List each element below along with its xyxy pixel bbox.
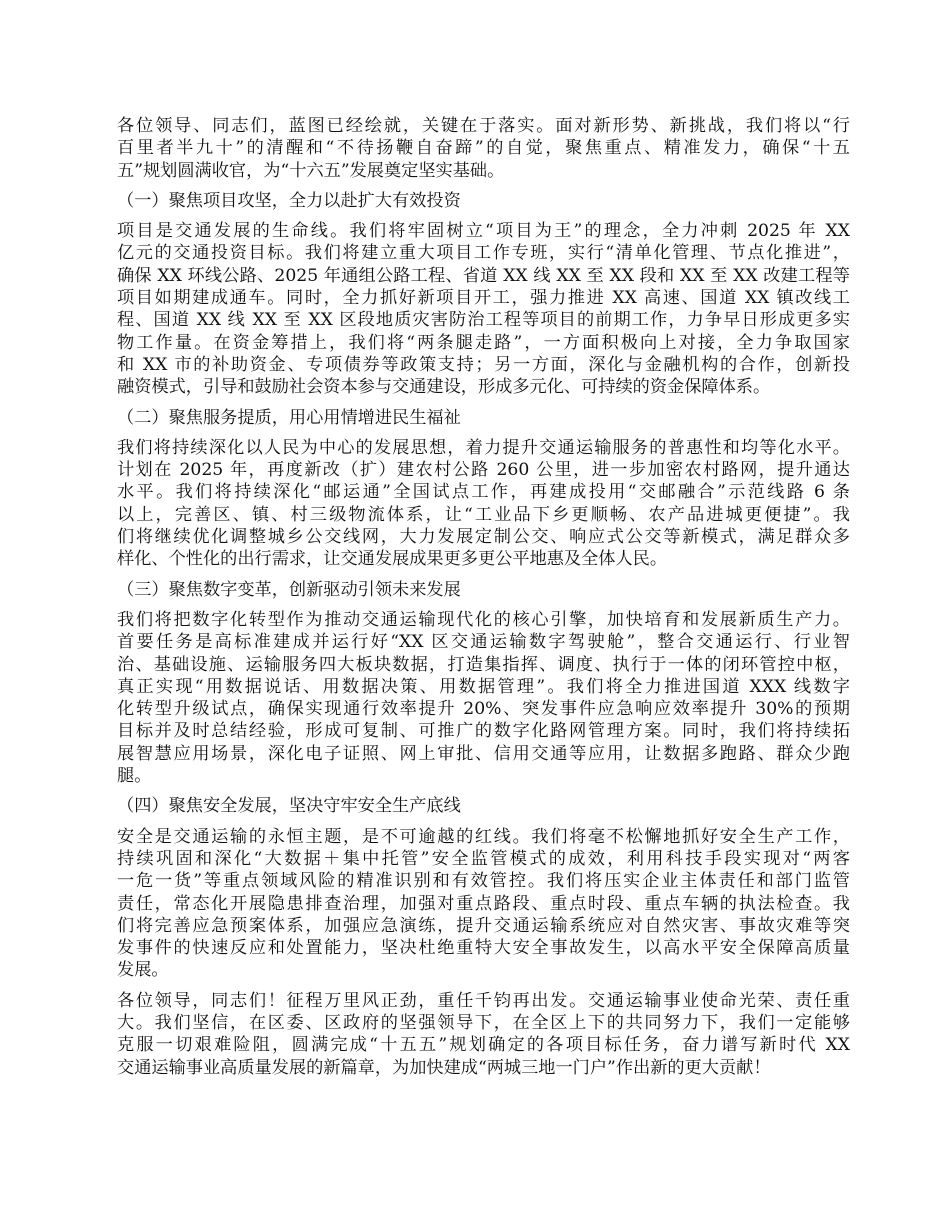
paragraph-line: 项目如期建成通车。同时，全力抓好新项目开工，强力推进 XX 高速、国道 XX 镇改线工 [117,288,850,309]
paragraph-line: 物工作量。在资金筹措上，我们将“两条腿走路”，一方面积极向上对接，全力争取国家 [117,332,850,353]
paragraph-line: 发展。 [117,960,169,981]
paragraph-line: 各位领导，同志们！征程万里风正劲，重任千钧再出发。交通运输事业使命光荣、责任重 [117,990,850,1011]
paragraph-line: 水平。我们将持续深化“邮运通”全国试点工作，再建成投用“交邮融合”示范线路 6 条 [117,482,850,503]
paragraph-line: 亿元的交通投资目标。我们将建立重大项目工作专班，实行“清单化管理、节点化推进”， [117,243,850,264]
paragraph-line: 首要任务是高标准建成并运行好“XX 区交通运输数字驾驶舱”，整合交通运行、行业智 [117,632,850,653]
paragraph-line: 化转型升级试点，确保实现通行效率提升 20%、突发事件应急响应效率提升 30%的预期 [117,699,850,720]
paragraph-line: 样化、个性化的出行需求，让交通发展成果更多更公平地惠及全体人民。 [117,549,668,570]
section-heading [117,795,850,817]
paragraph-line: 们将继续优化调整城乡公交线网，大力发展定制公交、响应式公交等新模式，满足群众多 [117,527,850,548]
paragraph-line: 项目是交通发展的生命线。我们将牢固树立“项目为王”的理念，全力冲刺 2025 年 XX [117,221,850,242]
section-heading [117,190,850,212]
paragraph-line: 五”规划圆满收官，为“十六五”发展奠定坚实基础。 [117,160,505,181]
paragraph-line: 我们将把数字化转型作为推动交通运输现代化的核心引擎，加快培育和发展新质生产力。 [117,609,850,630]
heading-text: （三）聚焦数字变革，创新驱动引领未来发展 [117,579,461,600]
paragraph-line: 以上，完善区、镇、村三级物流体系，让“工业品下乡更顺畅、农产品进城更便捷”。我 [117,504,850,525]
paragraph-line: 融资模式，引导和鼓励社会资本参与交通建设，形成多元化、可持续的资金保障体系。 [117,377,771,398]
paragraph-line: 持续巩固和深化“大数据＋集中托管”安全监管模式的成效，利用科技手段实现对“两客 [117,848,850,869]
paragraph-line: 确保 XX 环线公路、2025 年通组公路工程、省道 XX 线 XX 至 XX 段和 XX 至 XX 改建工程等 [117,265,850,286]
document-body [117,115,850,1087]
heading-text: （二）聚焦服务提质，用心用情增进民生福祉 [117,407,461,428]
paragraph-line: 安全是交通运输的永恒主题，是不可逾越的红线。我们将毫不松懈地抓好安全生产工作， [117,826,850,847]
body-paragraph [117,437,850,571]
body-paragraph [117,115,850,182]
paragraph-line: 真正实现“用数据说话、用数据决策、用数据管理”。我们将全力推进国道 XXX 线数字 [117,676,850,697]
body-paragraph [117,220,850,398]
section-heading [117,407,850,429]
paragraph-line: 程、国道 XX 线 XX 至 XX 区段地质灾害防治工程等项目的前期工作，力争早日形成更多实 [117,310,850,331]
paragraph-line: 计划在 2025 年，再度新改（扩）建农村公路 260 公里，进一步加密农村路网，提升通达 [117,460,850,481]
paragraph-line: 治、基础设施、运输服务四大板块数据，打造集指挥、调度、执行于一体的闭环管控中枢， [117,654,850,675]
paragraph-line: 责任，常态化开展隐患排查治理，加强对重点路段、重点时段、重点车辆的执法检查。我 [117,893,850,914]
body-paragraph [117,826,850,982]
paragraph-line: 展智慧应用场景，深化电子证照、网上审批、信用交通等应用，让数据多跑路、群众少跑 [117,743,850,764]
paragraph-line: 各位领导、同志们，蓝图已经绘就，关键在于落实。面对新形势、新挑战，我们将以“行 [117,116,850,136]
paragraph-line: 腿。 [117,766,152,787]
paragraph-line: 和 XX 市的补助资金、专项债券等政策支持；另一方面，深化与金融机构的合作，创新投 [117,354,850,375]
section-heading [117,579,850,601]
heading-text: （一）聚焦项目攻坚，全力以赴扩大有效投资 [117,190,461,211]
body-paragraph [117,609,850,787]
paragraph-line: 们将完善应急预案体系，加强应急演练，提升交通运输系统应对自然灾害、事故灾难等突 [117,915,850,936]
paragraph-line: 克服一切艰难险阻，圆满完成“十五五”规划确定的各项目标任务，奋力谱写新时代 XX [117,1035,850,1056]
heading-text: （四）聚焦安全发展，坚决守牢安全生产底线 [117,796,461,817]
paragraph-line: 一危一货”等重点领域风险的精准识别和有效管控。我们将压实企业主体责任和部门监管 [117,871,850,892]
paragraph-line: 我们将持续深化以人民为中心的发展思想，着力提升交通运输服务的普惠性和均等化水平。 [117,437,850,458]
paragraph-line: 目标并及时总结经验，形成可复制、可推广的数字化路网管理方案。同时，我们将持续拓 [117,721,850,742]
paragraph-line: 发事件的快速反应和处置能力，坚决杜绝重特大安全事故发生，以高水平安全保障高质量 [117,938,850,959]
paragraph-line: 交通运输事业高质量发展的新篇章，为加快建成“两城三地一门户”作出新的更大贡献！ [117,1057,771,1078]
body-paragraph [117,990,850,1079]
paragraph-line: 百里者半九十”的清醒和“不待扬鞭自奋蹄”的自觉，聚焦重点、精准发力，确保“十五 [117,138,850,159]
paragraph-line: 大。我们坚信，在区委、区政府的坚强领导下，在全区上下的共同努力下，我们一定能够 [117,1012,850,1033]
